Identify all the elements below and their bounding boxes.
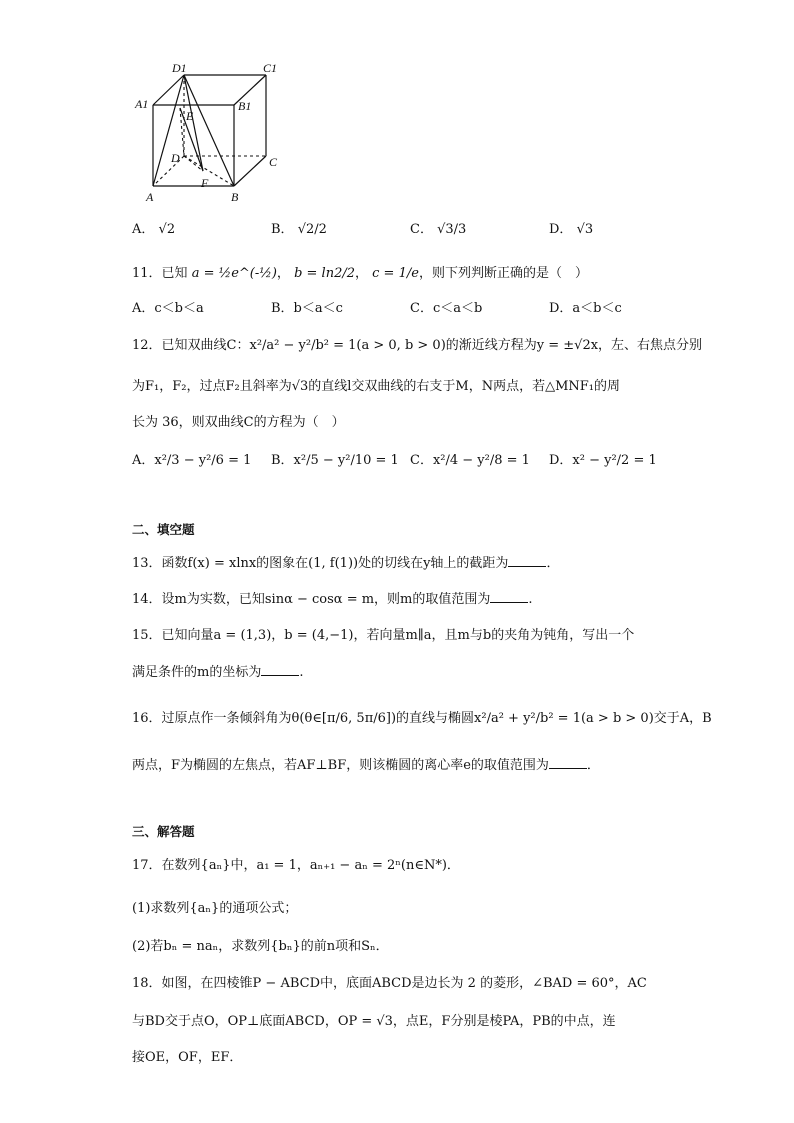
q17-sub2: (2)若bₙ = naₙ，求数列{bₙ}的前n项和Sₙ．	[132, 939, 389, 954]
label-D: D	[171, 151, 180, 165]
q15-answer-blank[interactable]	[261, 665, 299, 676]
q15-line1: 15．已知向量a = (1,3)，b = (4,−1)，若向量m∥a，且m与b的夹角为钝角，写出一个	[132, 628, 635, 643]
q18-line2: 与BD交于点O，OP⊥底面ABCD，OP = √3，点E，F分别是棱PA，PB的中点，连	[132, 1014, 616, 1029]
label-A1: A1	[135, 97, 149, 111]
q13-answer-blank[interactable]	[508, 556, 546, 567]
q11-option-d[interactable]: D．a＜b＜c	[549, 301, 622, 316]
q17-line1: 17．在数列{aₙ}中，a₁ = 1，aₙ₊₁ − aₙ = 2ⁿ(n∈N*)．	[132, 858, 460, 873]
label-D1: D1	[172, 61, 187, 75]
label-C1: C1	[263, 61, 278, 75]
q12-line1: 12．已知双曲线C：x²/a² − y²/b² = 1(a > 0, b > 0)的渐近线方程为y = ±√2x，左、右焦点分别	[132, 338, 703, 353]
label-A: A	[146, 190, 154, 204]
q12-line2: 为F₁，F₂，过点F₂且斜率为√3的直线l交双曲线的右支于M，N两点，若△MNF₁的周	[132, 379, 621, 394]
cube-figure	[130, 58, 290, 208]
q16-line2: 两点，F为椭圆的左焦点，若AF⊥BF，则该椭圆的离心率e的取值范围为 ．	[132, 758, 600, 773]
label-F: F	[201, 176, 209, 190]
q12-option-a[interactable]: A．x²/3 − y²/6 = 1	[132, 453, 252, 468]
q12-option-d[interactable]: D．x² − y²/2 = 1	[549, 453, 657, 468]
label-B: B	[231, 190, 239, 204]
section-fill-in-heading: 二、填空题	[132, 522, 195, 537]
label-B1: B1	[238, 99, 252, 113]
label-C: C	[269, 155, 278, 169]
q12-option-c[interactable]: C．x²/4 − y²/8 = 1	[410, 453, 530, 468]
q18-line1: 18．如图，在四棱锥P − ABCD中，底面ABCD是边长为 2 的菱形，∠BAD = 60°，AC	[132, 976, 647, 991]
q10-option-a[interactable]: A． √2	[132, 222, 176, 237]
q10-value-b: √2/2	[297, 222, 327, 237]
q16-answer-blank[interactable]	[549, 758, 587, 769]
q10-value-c: √3/3	[437, 222, 467, 237]
q12-line3: 长为 36，则双曲线C的方程为（ ）	[132, 415, 345, 430]
q10-option-d[interactable]: D． √3	[549, 222, 594, 237]
q14-answer-blank[interactable]	[490, 592, 528, 603]
section-solution-heading: 三、解答题	[132, 824, 195, 839]
q10-value-d: √3	[576, 222, 594, 237]
label-E: E	[186, 109, 194, 123]
q18-line3: 接OE，OF，EF．	[132, 1050, 243, 1065]
q10-option-c[interactable]: C． √3/3	[410, 222, 467, 237]
q10-option-b[interactable]: B． √2/2	[271, 222, 327, 237]
q15-line2: 满足条件的m的坐标为 .	[132, 665, 304, 680]
q11-option-b[interactable]: B．b＜a＜c	[271, 301, 343, 316]
q12-option-b[interactable]: B．x²/5 − y²/10 = 1	[271, 453, 399, 468]
q13: 13．函数f(x) = xlnx的图象在(1, f(1))处的切线在y轴上的截距为 ．	[132, 556, 560, 571]
q11-option-a[interactable]: A．c＜b＜a	[132, 301, 204, 316]
q14: 14．设m为实数，已知sinα − cosα = m，则m的取值范围为 .	[132, 592, 533, 607]
q10-value-a: √2	[158, 222, 176, 237]
q17-sub1: (1)求数列{aₙ}的通项公式；	[132, 901, 298, 916]
q16-line1: 16．过原点作一条倾斜角为θ(θ∈[π/6, 5π/6])的直线与椭圆x²/a² + y²/b² = 1(a > b > 0)交于A，B	[132, 711, 712, 726]
q11-stem: 11．已知 a = ½e^(-½)， b = ln2/2， c = 1/e，则下列判断正确的是（ ）	[132, 266, 588, 281]
q11-option-c[interactable]: C．c＜a＜b	[410, 301, 483, 316]
